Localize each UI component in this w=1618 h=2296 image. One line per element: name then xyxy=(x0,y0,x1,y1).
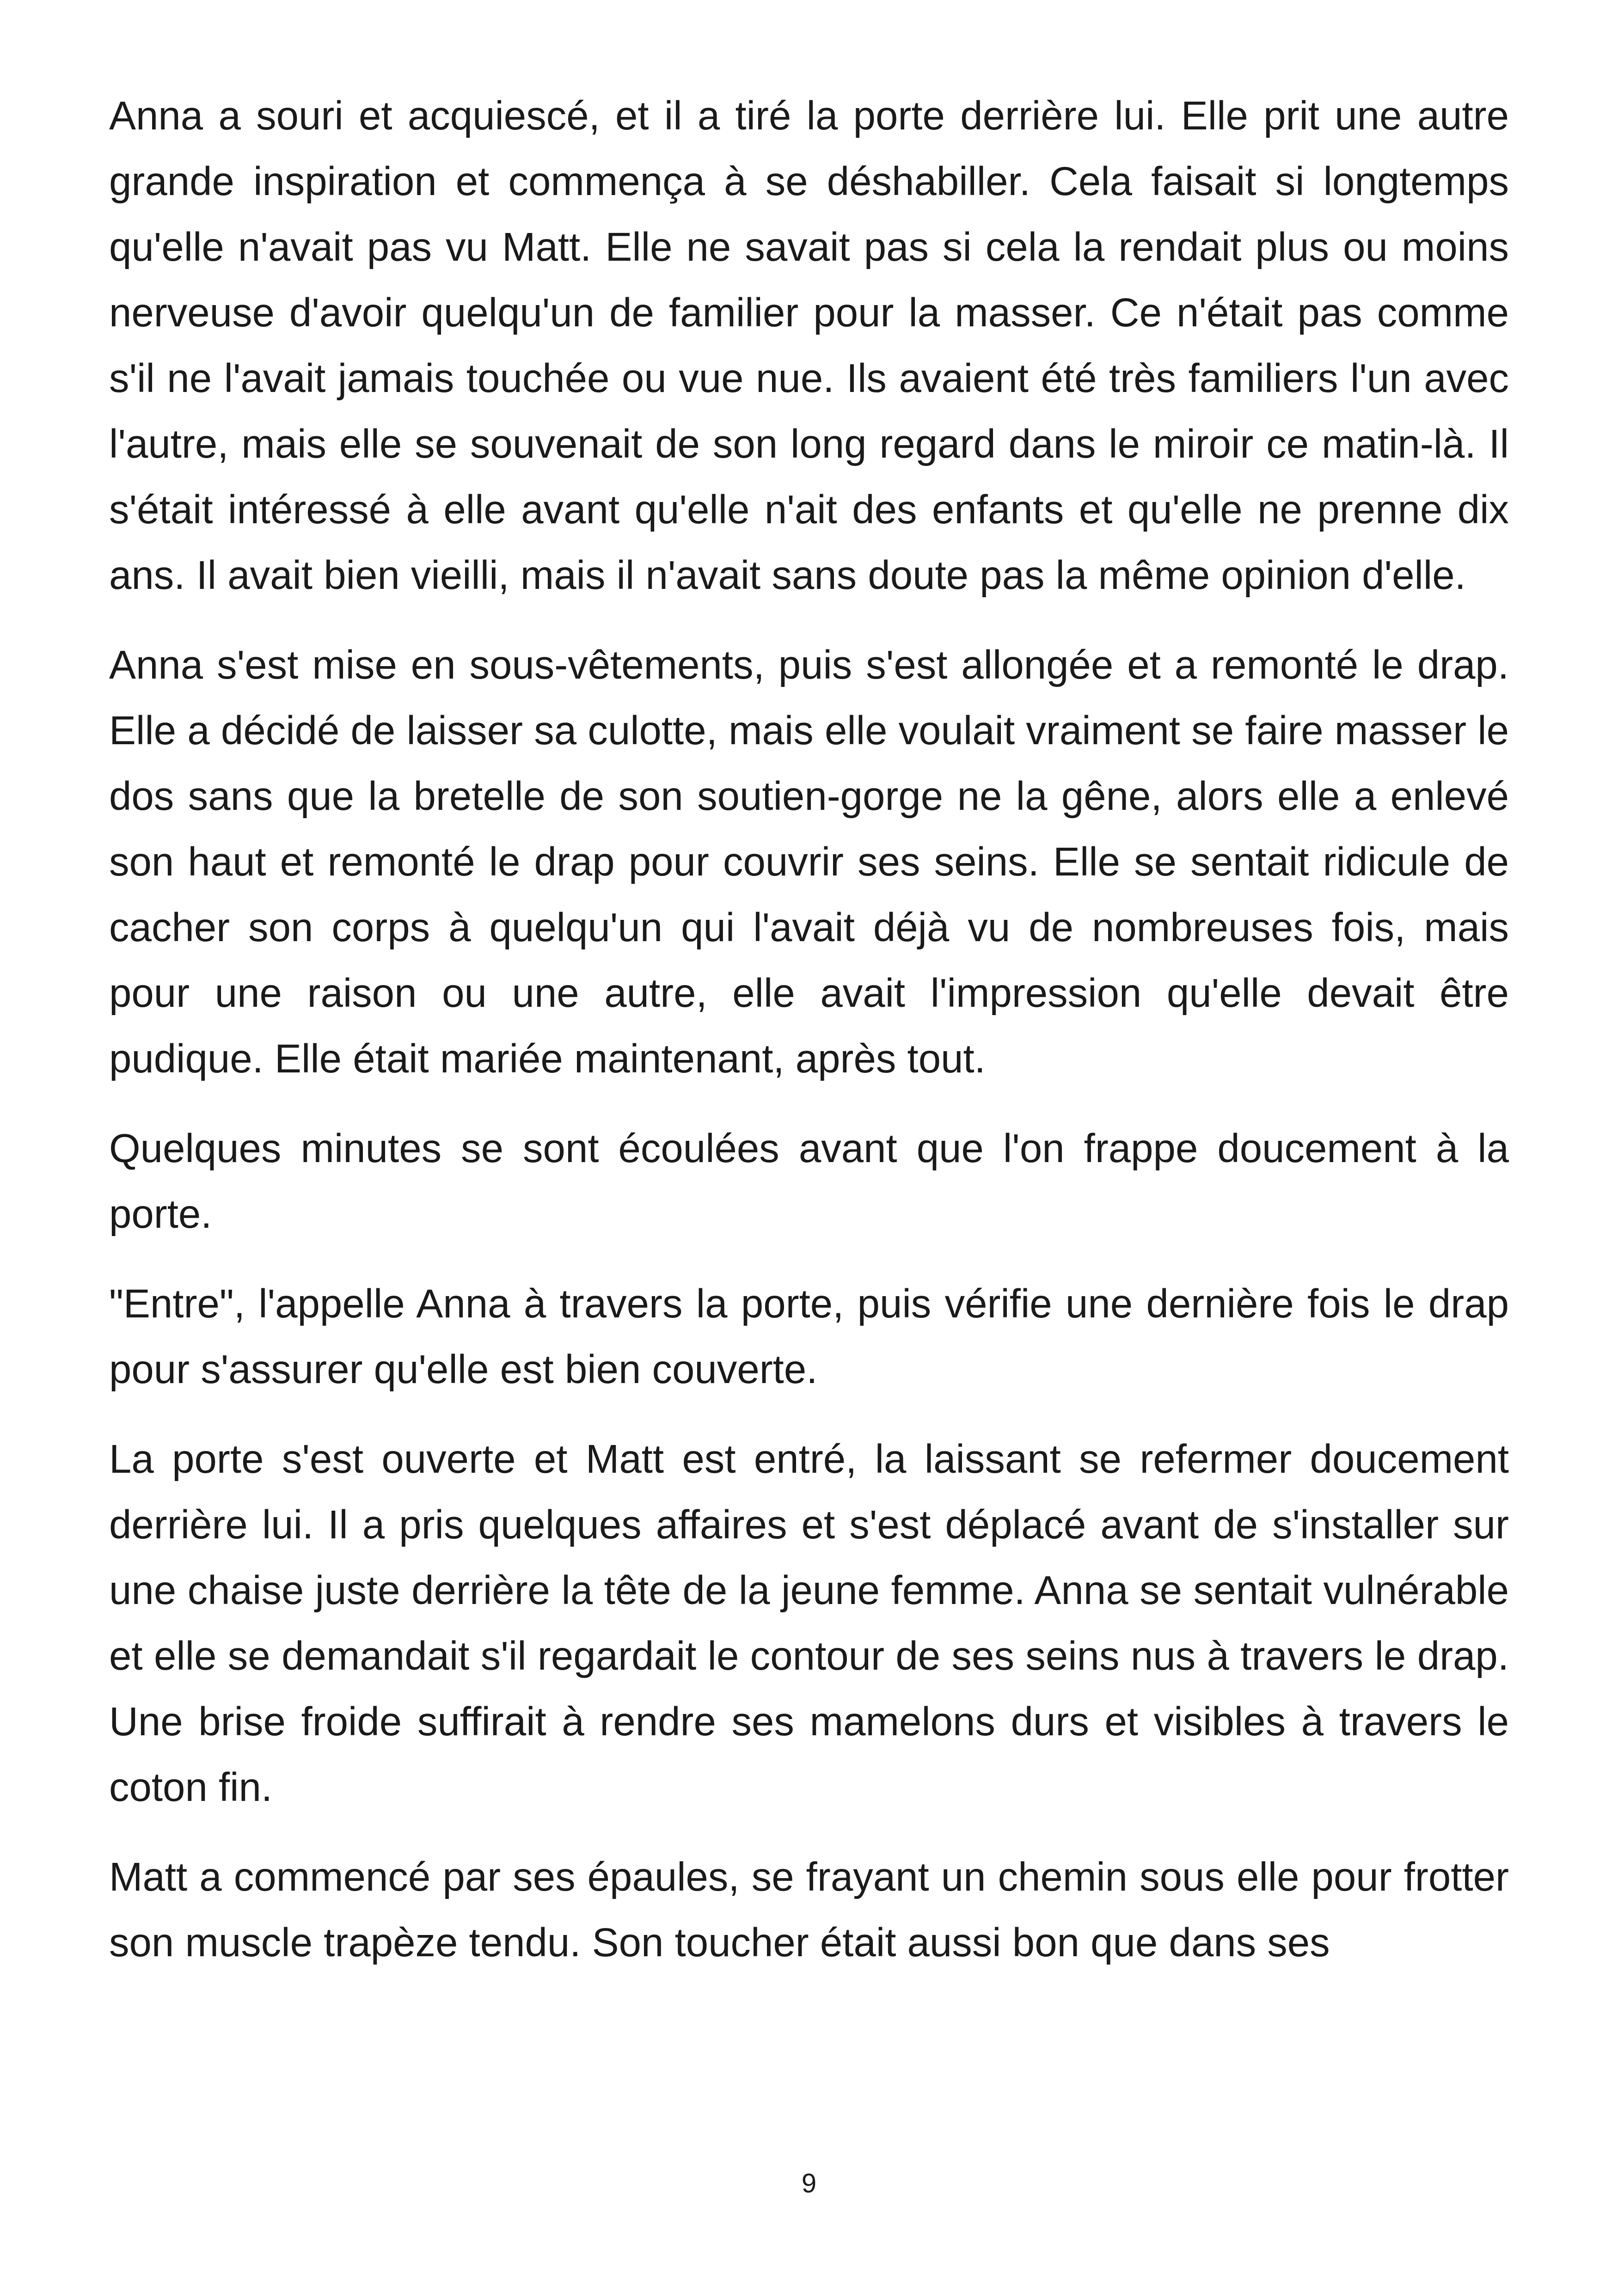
paragraph: Anna a souri et acquiescé, et il a tiré la porte derrière lui. Elle prit une autre grande inspiration et commença à se déshabiller. Cela faisait si longtemps qu'elle n'avait pas vu Matt. Elle ne savait pas si cela la rendait plus ou moins nerveuse d'avoir quelqu'un de familier pour la masser. Ce n'était pas comme s'il ne l'avait jamais touchée ou vue nue. Ils avaient été très familiers l'un avec l'autre, mais elle se souvenait de son long regard dans le miroir ce matin-là. Il s'était intéressé à elle avant qu'elle n'ait des enfants et qu'elle ne prenne dix ans. Il avait bien vieilli, mais il n'avait sans doute pas la même opinion d'elle. xyxy=(109,93,1509,598)
body-text xyxy=(109,83,1509,2000)
paragraph: "Entre", l'appelle Anna à travers la porte, puis vérifie une dernière fois le drap pour s'assurer qu'elle est bien couverte. xyxy=(109,1281,1509,1392)
page-number: 9 xyxy=(801,2168,817,2198)
paragraph: Anna s'est mise en sous-vêtements, puis s'est allongée et a remonté le drap. Elle a décidé de laisser sa culotte, mais elle voulait vraiment se faire masser le dos sans que la bretelle de son soutien-gorge ne la gêne, alors elle a enlevé son haut et remonté le drap pour couvrir ses seins. Elle se sentait ridicule de cacher son corps à quelqu'un qui l'avait déjà vu de nombreuses fois, mais pour une raison ou une autre, elle avait l'impression qu'elle devait être pudique. Elle était mariée maintenant, après tout. xyxy=(109,643,1509,1081)
paragraph: Quelques minutes se sont écoulées avant que l'on frappe doucement à la porte. xyxy=(109,1126,1509,1237)
paragraph: La porte s'est ouverte et Matt est entré, la laissant se refermer doucement derrière lui. Il a pris quelques affaires et s'est déplacé avant de s'installer sur une chaise juste derrière la tête de la jeune femme. Anna se sentait vulnérable et elle se demandait s'il regardait le contour de ses seins nus à travers le drap. Une brise froide suffirait à rendre ses mamelons durs et visibles à travers le coton fin. xyxy=(109,1437,1509,1810)
paragraph: Matt a commencé par ses épaules, se frayant un chemin sous elle pour frotter son muscle trapèze tendu. Son toucher était aussi bon que dans ses xyxy=(109,1855,1509,1965)
